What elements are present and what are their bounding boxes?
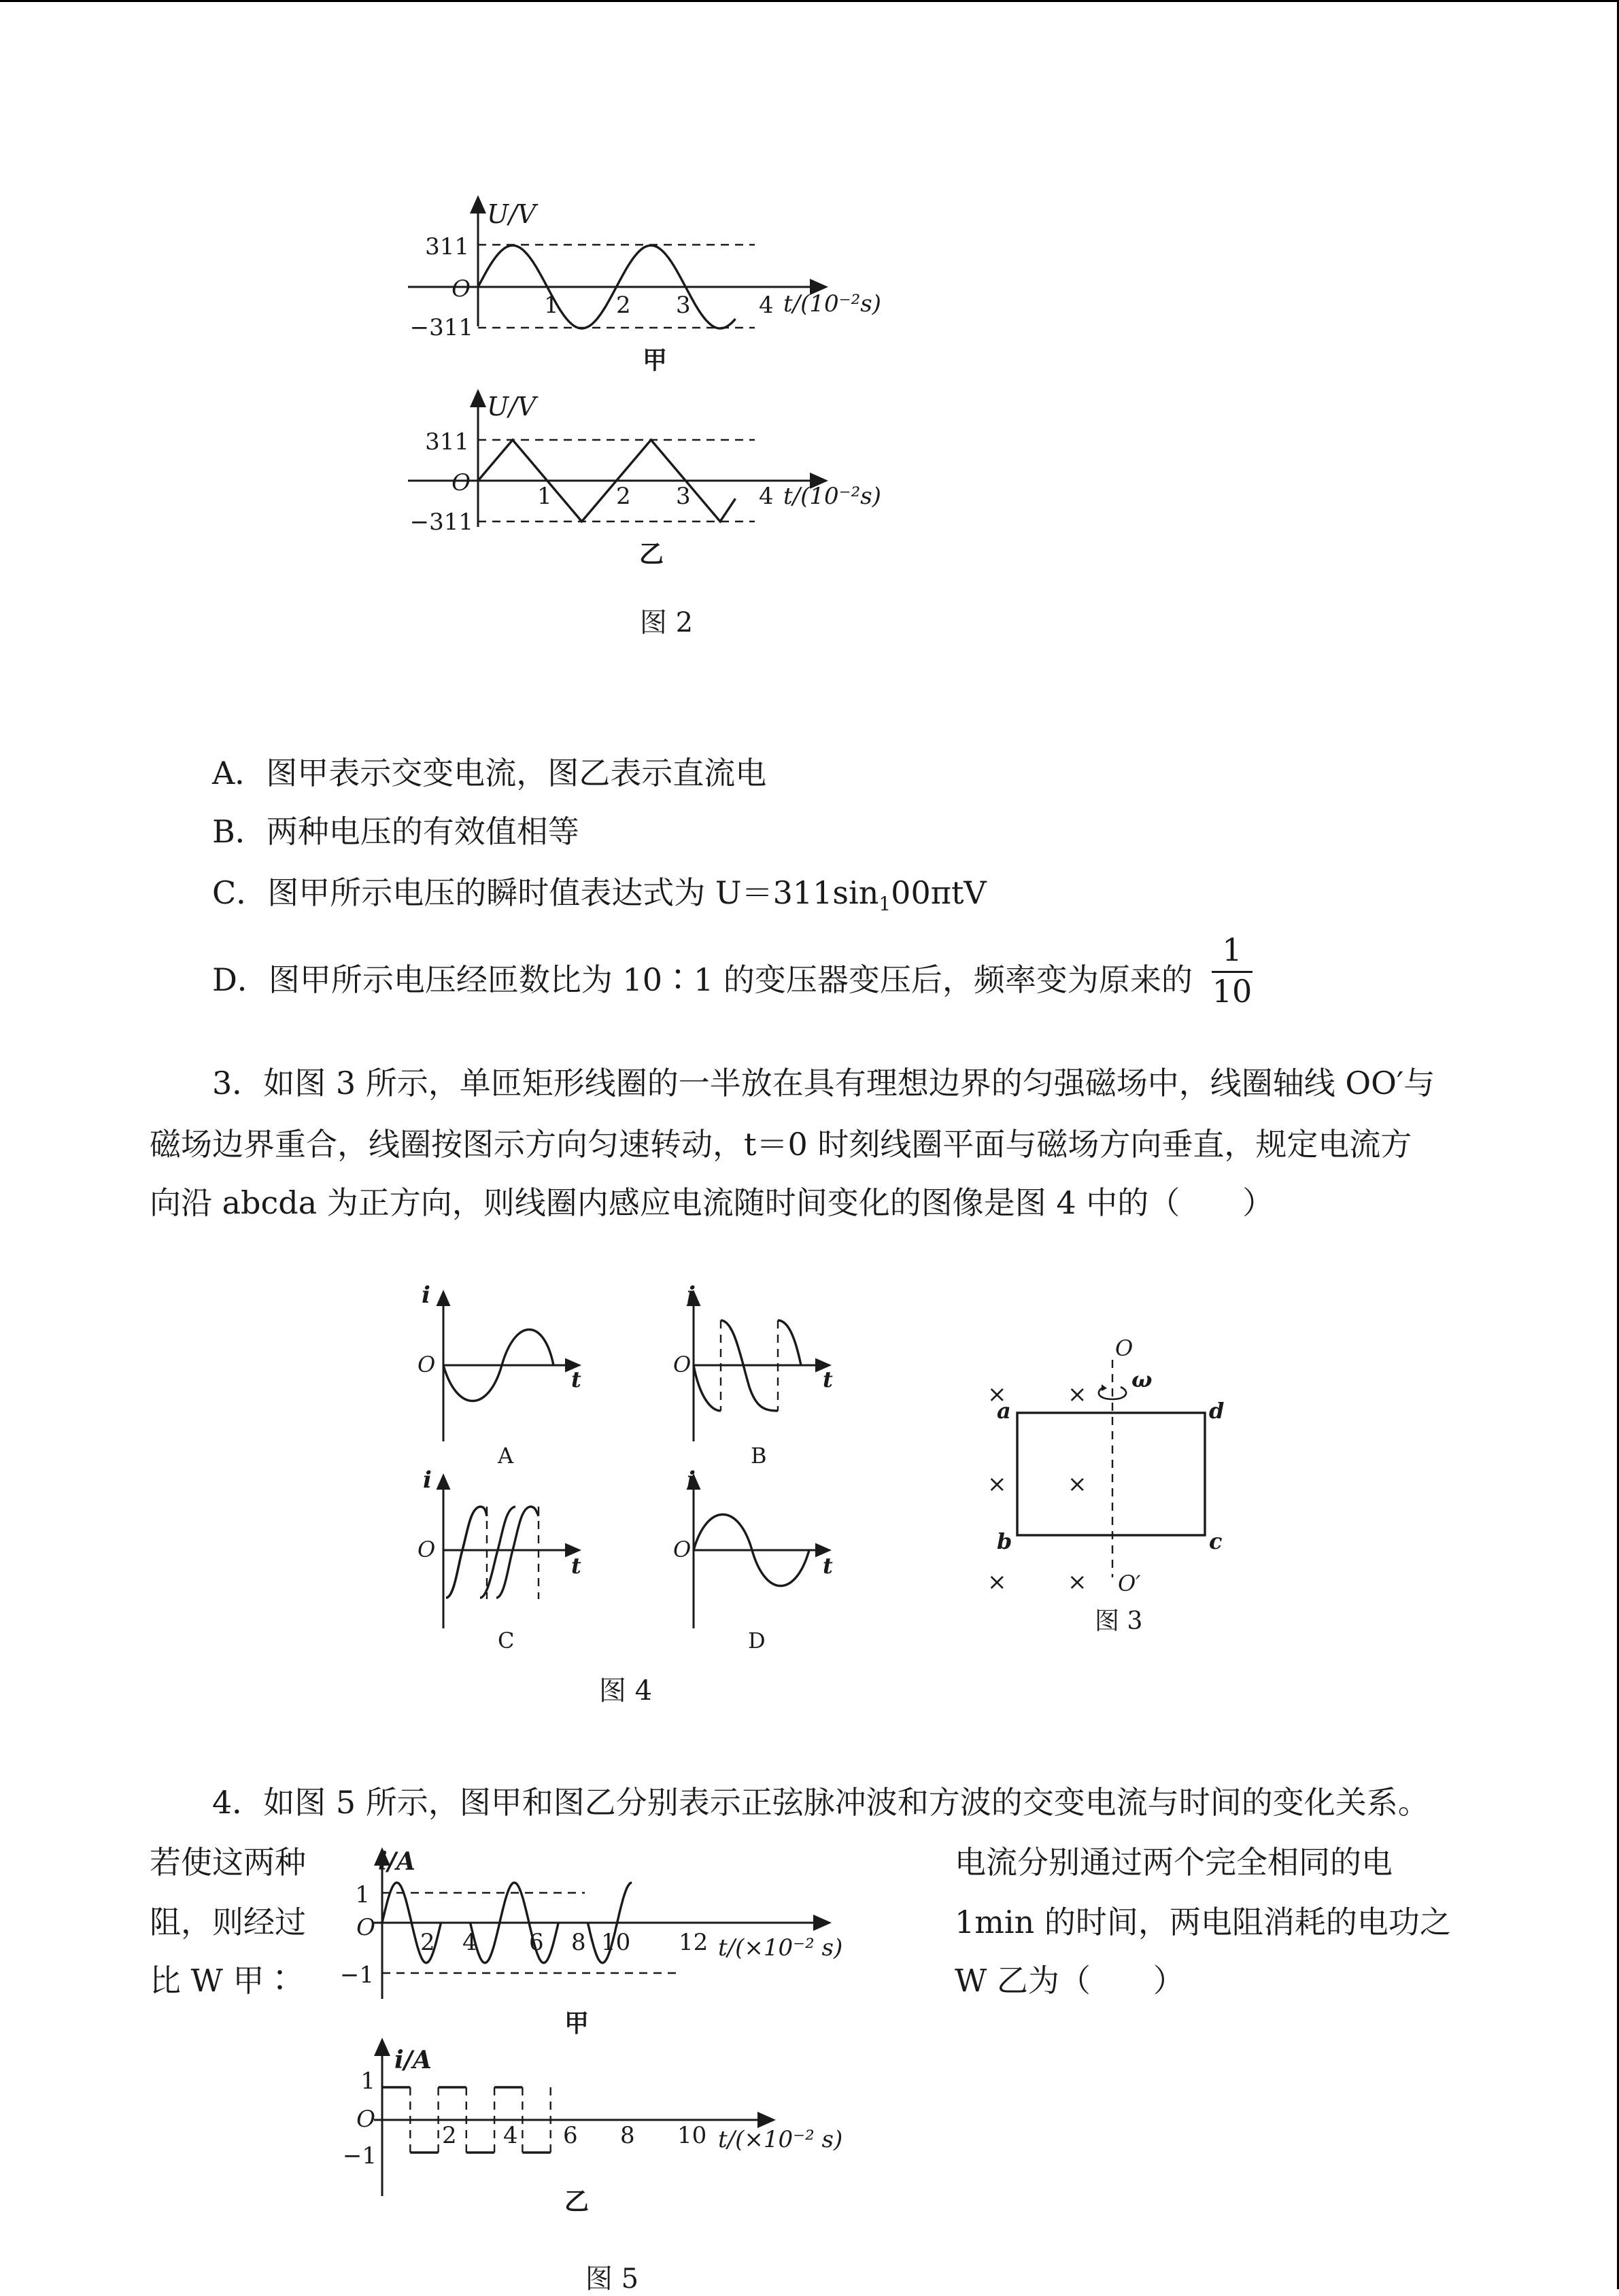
field-mark-icon: ×: [1068, 1381, 1087, 1408]
axis-bottom-label: O′: [1118, 1571, 1141, 1596]
q4-right2: 1min 的时间，两电阻消耗的电功之: [955, 1904, 1451, 1940]
y-axis-label: i/A: [378, 1847, 415, 1876]
origin-label: O: [356, 1914, 375, 1941]
q4-left3: 比 W 甲∶: [150, 1962, 296, 1999]
graph-b: [673, 1282, 833, 1469]
figure4-caption: 图 4: [598, 1675, 653, 1707]
y-max-label: 311: [425, 428, 469, 456]
x-tick-3: 3: [676, 292, 691, 319]
x-tick-8: 8: [571, 1929, 586, 1956]
figure5-jia-chart: [340, 1836, 884, 2040]
omega-label: ω: [1131, 1367, 1153, 1392]
x-tick-2: 2: [420, 1929, 435, 1956]
x-tick-2: 2: [616, 292, 631, 319]
q4-line1: 4．如图 5 所示，图甲和图乙分别表示正弦脉冲波和方波的交变电流与时间的变化关系。: [212, 1784, 1429, 1821]
x-axis-label: t/(×10⁻² s): [718, 2126, 843, 2153]
option-d: D．图甲所示电压经匝数比为 10∶1 的变压器变压后，频率变为原来的: [212, 961, 1193, 998]
panel-label: 乙: [639, 540, 664, 568]
field-mark-icon: ×: [1068, 1569, 1087, 1596]
graph-c: [417, 1467, 581, 1654]
wave-c2: [446, 1507, 487, 1598]
corner-c: c: [1209, 1528, 1223, 1554]
axis-top-label: O: [1115, 1335, 1134, 1361]
x-axis-label: t/(10⁻²s): [783, 483, 881, 510]
option-d-fraction: [1212, 931, 1252, 1010]
y-max-label: 1: [360, 2068, 375, 2095]
figure2-jia-chart: [408, 190, 925, 388]
y-min-label: −1: [339, 1961, 374, 1989]
x-tick-4: 4: [503, 2122, 518, 2149]
panel-label: 甲: [643, 346, 668, 375]
wave-c3: [496, 1507, 539, 1598]
origin: O: [673, 1352, 692, 1377]
figure5-caption: 图 5: [585, 2263, 639, 2295]
graph-d: [673, 1467, 833, 1654]
axis-t: t: [571, 1553, 581, 1579]
y-axis-label: U/V: [487, 199, 536, 229]
axis-i: i: [687, 1467, 696, 1494]
origin: O: [673, 1537, 692, 1562]
corner-a: a: [997, 1398, 1011, 1424]
fraction-denominator: 10: [1212, 971, 1252, 1010]
y-min-label: −311: [409, 509, 473, 536]
y-axis-label: i/A: [394, 2046, 432, 2074]
figure5-yi-chart: [340, 2040, 884, 2230]
figure3: [972, 1333, 1258, 1645]
q4-right3: W 乙为（ ）: [955, 1962, 1185, 1999]
field-mark-icon: ×: [987, 1471, 1007, 1498]
axis-i: i: [423, 1467, 432, 1494]
origin: O: [417, 1352, 436, 1377]
rotation-arrowhead-icon: [1102, 1384, 1107, 1391]
q4-right1: 电流分别通过两个完全相同的电: [955, 1844, 1393, 1881]
x-tick-4: 4: [759, 483, 774, 510]
x-axis-label: t/(×10⁻² s): [718, 1934, 843, 1961]
figure2-caption: 图 2: [639, 607, 694, 638]
origin-label: O: [451, 469, 471, 496]
y-min-label: −1: [342, 2142, 377, 2170]
option-a: A．图甲表示交变电流，图乙表示直流电: [212, 755, 767, 791]
origin-label: O: [356, 2106, 375, 2133]
figure3-caption: 图 3: [1095, 1607, 1143, 1635]
q3-line2: 磁场边界重合，线圈按图示方向匀速转动，t＝0 时刻线圈平面与磁场方向垂直，规定电流方: [150, 1126, 1412, 1163]
x-tick-12: 12: [679, 1929, 709, 1956]
q3-line3: 向沿 abcda 为正方向，则线圈内感应电流随时间变化的图像是图 4 中的（ ）: [150, 1184, 1274, 1221]
q3-line1: 3．如图 3 所示，单匝矩形线圈的一半放在具有理想边界的匀强磁场中，线圈轴线 OO′与: [212, 1065, 1435, 1101]
label-a: A: [498, 1443, 514, 1469]
x-tick-1: 1: [544, 292, 559, 319]
panel-label: 乙: [564, 2187, 590, 2216]
origin: O: [417, 1537, 436, 1562]
q4-left2: 阻，则经过: [150, 1904, 306, 1940]
x-tick-10: 10: [601, 1929, 631, 1956]
y-max-label: 1: [355, 1881, 370, 1908]
label-c: C: [498, 1628, 515, 1654]
figure4: [408, 1278, 884, 1700]
option-c-subscript: 1: [879, 893, 891, 916]
axis-t: t: [823, 1553, 833, 1579]
label-d: D: [748, 1628, 766, 1654]
x-tick-2: 2: [442, 2122, 457, 2149]
x-tick-8: 8: [620, 2122, 635, 2149]
field-mark-icon: ×: [987, 1381, 1007, 1408]
axis-i: i: [687, 1282, 696, 1309]
x-tick-3: 3: [676, 483, 691, 510]
figure2-yi-chart: [408, 384, 925, 581]
fraction-numerator: 1: [1222, 931, 1242, 968]
axis-t: t: [823, 1367, 833, 1392]
label-b: B: [751, 1443, 767, 1469]
x-tick-6: 6: [529, 1929, 544, 1956]
x-axis-label: t/(10⁻²s): [783, 290, 881, 318]
field-mark-icon: ×: [987, 1569, 1007, 1596]
axis-i: i: [422, 1282, 430, 1309]
field-mark-icon: ×: [1068, 1471, 1087, 1498]
option-b: B．两种电压的有效值相等: [212, 813, 579, 850]
axis-t: t: [571, 1367, 581, 1392]
option-c-suffix: 00πtV: [891, 874, 987, 911]
x-tick-6: 6: [563, 2122, 578, 2149]
option-c-prefix: C．图甲所示电压的瞬时值表达式为 U＝311sin: [212, 874, 879, 911]
x-tick-10: 10: [677, 2122, 707, 2149]
y-max-label: 311: [425, 233, 469, 260]
y-axis-label: U/V: [487, 392, 536, 422]
origin-label: O: [451, 275, 471, 303]
graph-a: [417, 1282, 581, 1469]
page-top-border: [0, 0, 1619, 2]
y-min-label: −311: [409, 314, 473, 341]
corner-b: b: [997, 1528, 1012, 1554]
q4-left1: 若使这两种: [150, 1844, 306, 1881]
x-tick-1: 1: [537, 483, 552, 510]
x-tick-4: 4: [759, 292, 774, 319]
option-c: [212, 874, 987, 916]
coil-rectangle: [1017, 1413, 1205, 1535]
panel-label: 甲: [564, 2009, 590, 2038]
corner-d: d: [1209, 1398, 1225, 1424]
x-tick-4: 4: [462, 1929, 477, 1956]
x-tick-2: 2: [616, 483, 631, 510]
